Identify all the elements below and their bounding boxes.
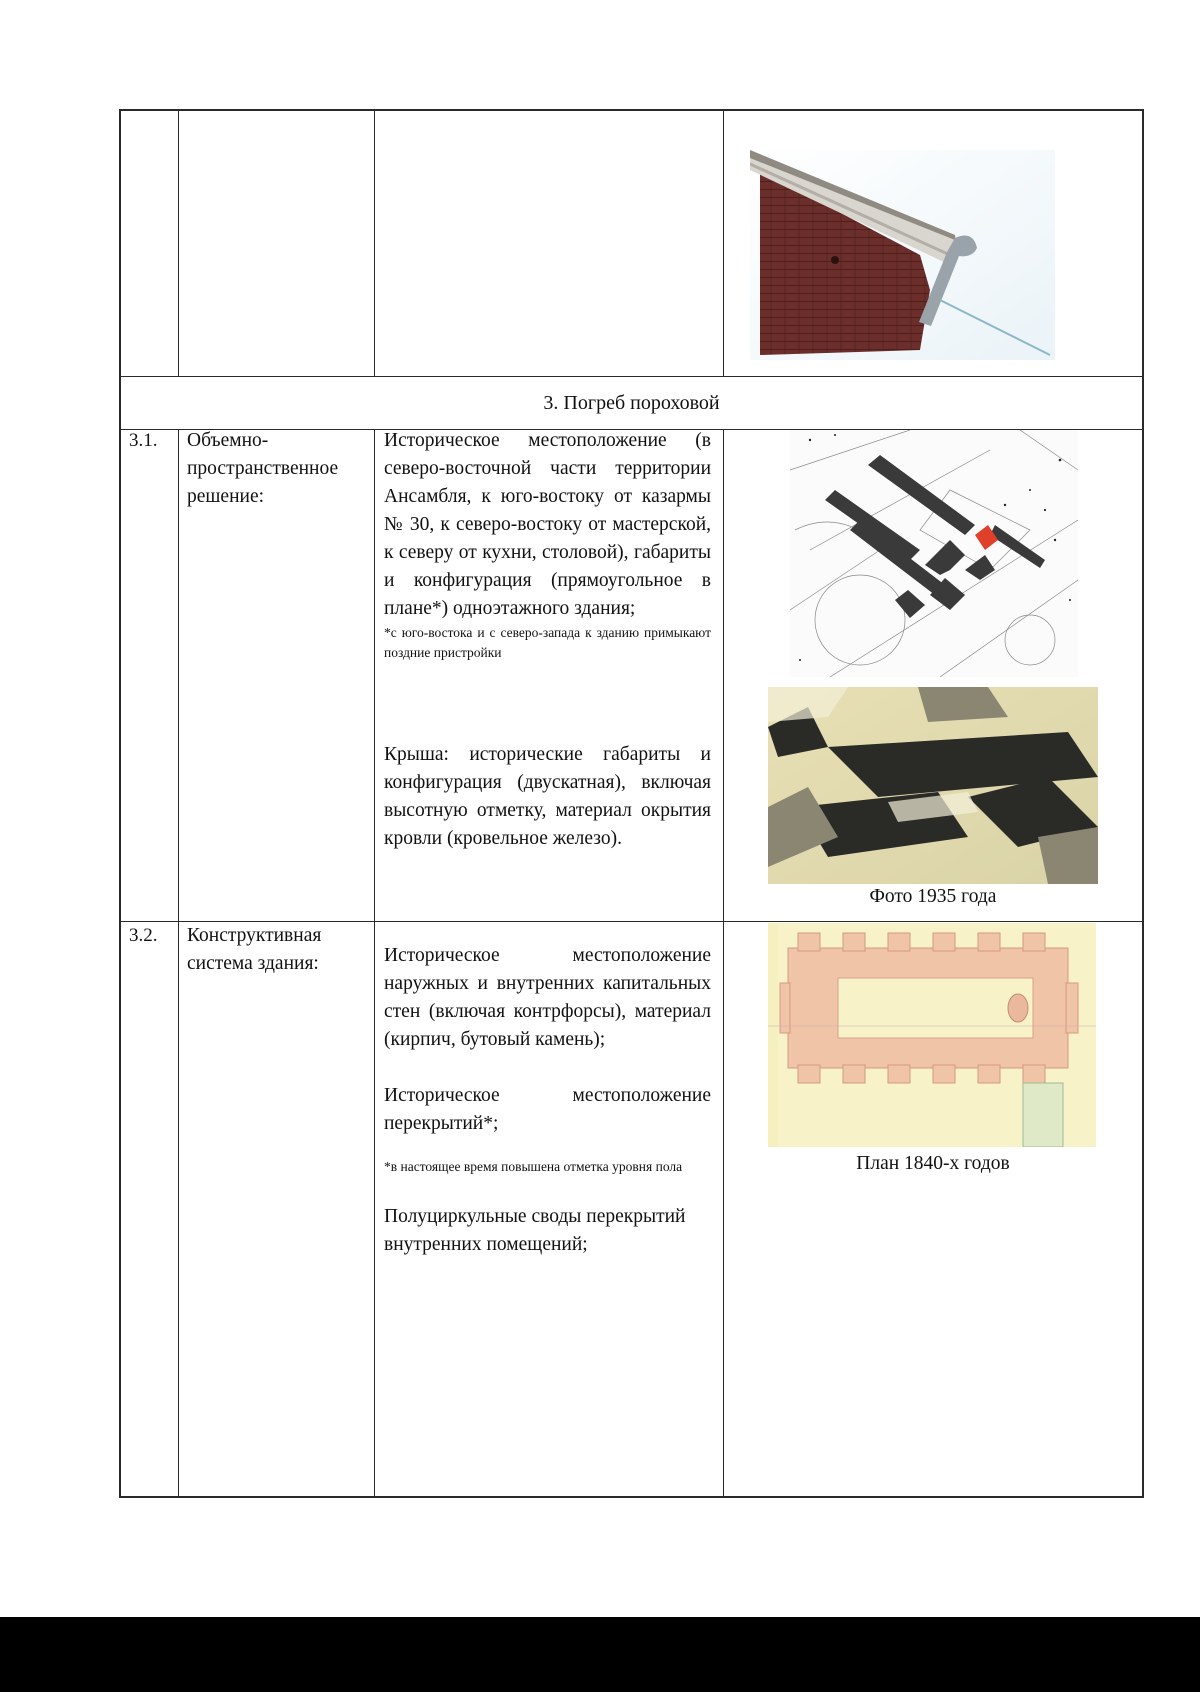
floor-plan-svg [768, 923, 1096, 1147]
roof-eave-photo [750, 150, 1055, 360]
row-name-3-2: Конструктивная система здания: [187, 925, 322, 974]
col-divider-3-top [723, 109, 724, 376]
site-plan-svg [790, 430, 1078, 677]
site-plan-drawing [790, 430, 1078, 677]
table-border-right [1142, 109, 1144, 1498]
row-description-3-2 [384, 922, 711, 1279]
table-border-left [119, 109, 121, 1498]
description-paragraph: Историческое местоположение перекрытий*; [384, 1084, 711, 1134]
description-paragraph: Крыша: исторические габариты и конфигурация (двускатная), включая высотную отметку, материал окрытия кровли (кровельное железо). [384, 744, 711, 849]
description-note: *с юго-востока и с северо-запада к зданию примыкают поздние пристройки [384, 625, 711, 660]
col-divider-1 [178, 429, 179, 1497]
aerial-photo-svg [768, 687, 1098, 884]
row-name-3-1: Объемно-пространственное решение: [187, 430, 339, 507]
roof-eave-svg [750, 150, 1055, 360]
row-description-3-1 [384, 427, 711, 853]
row-number-3-1: 3.1. [129, 430, 158, 451]
description-paragraph: Историческое местоположение наружных и внутренних капитальных стен (включая контрфорсы), материал (кирпич, бутовый камень); [384, 944, 711, 1050]
description-note: *в настоящее время повышена отметка уровня пола [384, 1159, 683, 1174]
col-divider-1-top [178, 109, 179, 376]
table-border-bottom [119, 1496, 1144, 1498]
plan-caption-1840s: План 1840-х годов [856, 1153, 1010, 1174]
col-divider-2-top [374, 109, 375, 376]
aerial-photo-1935 [768, 687, 1098, 884]
description-paragraph: Полуциркульные своды перекрытий внутренних помещений; [384, 1206, 686, 1255]
row-number-3-2: 3.2. [129, 925, 158, 946]
description-paragraph: Историческое местоположение (в северо-восточной части территории Ансамбля, к юго-востоку от казармы № 30, к северо-востоку от мастерской, к северу от кухни, столовой), габариты и конфигурация (прямоугольное в плане*) одноэтажного здания; [384, 430, 711, 619]
table-border-top [119, 109, 1144, 111]
section-title: 3. Погреб пороховой [543, 392, 720, 414]
photo-caption-1935: Фото 1935 года [869, 886, 997, 907]
floor-plan-1840s [768, 923, 1096, 1147]
col-divider-2 [374, 429, 375, 1497]
scan-edge-black-strip [0, 1617, 1200, 1692]
col-divider-3 [723, 429, 724, 1497]
